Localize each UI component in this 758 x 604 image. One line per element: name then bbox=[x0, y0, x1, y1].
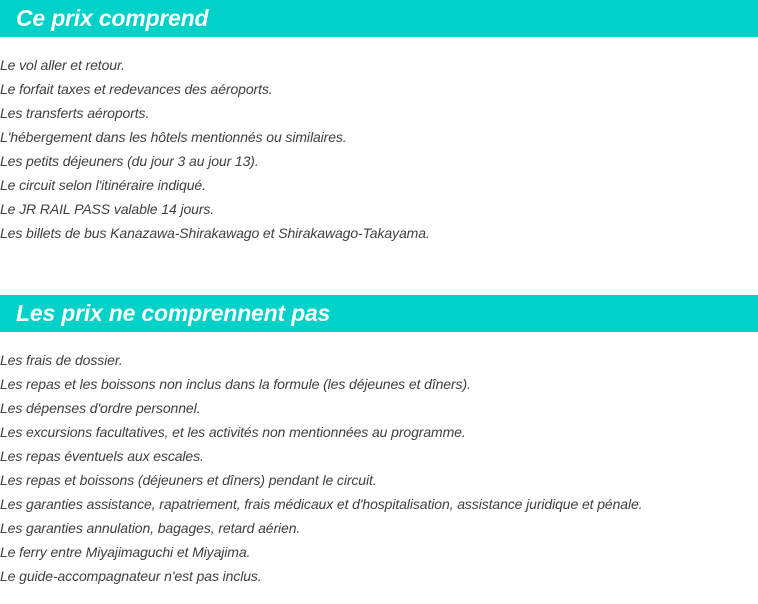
list-item: Les billets de bus Kanazawa-Shirakawago et Shirakawago-Takayama. bbox=[0, 225, 430, 241]
included-section-title: Ce prix comprend bbox=[0, 0, 758, 37]
list-item: Le ferry entre Miyajimaguchi et Miyajima. bbox=[0, 544, 251, 560]
list-item: Le guide-accompagnateur n'est pas inclus. bbox=[0, 568, 262, 584]
excluded-section-title: Les prix ne comprennent pas bbox=[0, 295, 758, 332]
list-item: Les dépenses d'ordre personnel. bbox=[0, 400, 201, 416]
list-item: Les repas et les boissons non inclus dans la formule (les déjeunes et dîners). bbox=[0, 376, 471, 392]
list-item: Le vol aller et retour. bbox=[0, 57, 125, 73]
list-item: Les excursions facultatives, et les activités non mentionnées au programme. bbox=[0, 424, 466, 440]
list-item: Le forfait taxes et redevances des aéroports. bbox=[0, 81, 273, 97]
list-item: Le circuit selon l'itinéraire indiqué. bbox=[0, 177, 206, 193]
list-item: Les petits déjeuners (du jour 3 au jour 13). bbox=[0, 153, 259, 169]
list-item: Les repas éventuels aux escales. bbox=[0, 448, 204, 464]
list-item: Les garanties annulation, bagages, retard aérien. bbox=[0, 520, 301, 536]
included-list bbox=[0, 54, 430, 246]
list-item: Le JR RAIL PASS valable 14 jours. bbox=[0, 201, 215, 217]
list-item: Les repas et boissons (déjeuners et dîners) pendant le circuit. bbox=[0, 472, 377, 488]
list-item: Les transferts aéroports. bbox=[0, 105, 150, 121]
excluded-list bbox=[0, 349, 642, 589]
list-item: Les garanties assistance, rapatriement, frais médicaux et d'hospitalisation, assistance juridique et pénale. bbox=[0, 496, 643, 512]
list-item: L'hébergement dans les hôtels mentionnés ou similaires. bbox=[0, 129, 347, 145]
list-item: Les frais de dossier. bbox=[0, 352, 123, 368]
